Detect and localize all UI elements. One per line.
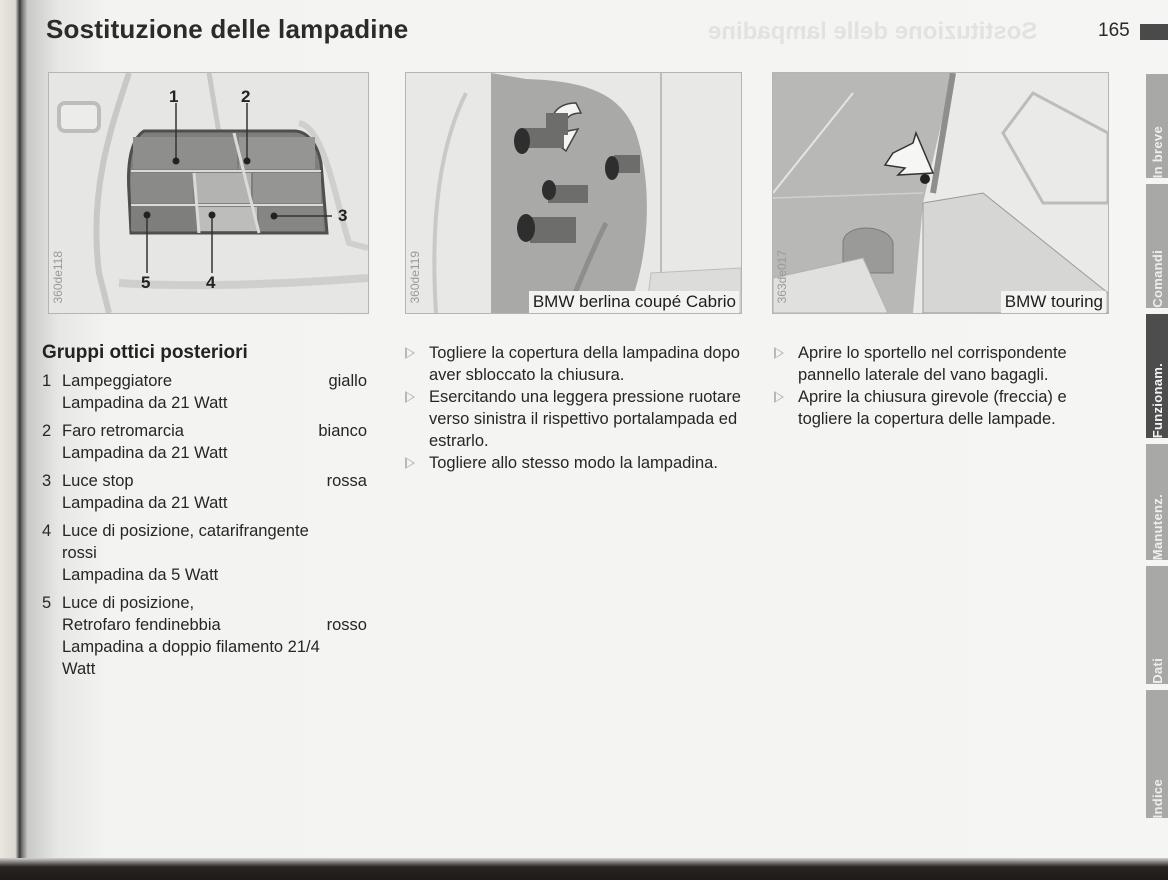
item-number: 4 <box>42 522 52 540</box>
item-bulb: Lampadina da 21 Watt <box>62 394 228 412</box>
item-number: 5 <box>42 594 52 612</box>
item-bulb: Lampadina da 21 Watt <box>62 494 228 512</box>
figure-bulb-holders-sedan <box>405 72 742 314</box>
show-through-title: Sostituzione delle lampadine <box>708 18 1038 45</box>
step-text: Aprire lo sportello nel corrispondente pannello laterale del vano bagagli. <box>798 344 1067 384</box>
page-number: 165 <box>1098 20 1130 41</box>
item-name-continued: rossi <box>62 544 97 562</box>
list-item <box>42 470 367 514</box>
callout-4: 4 <box>206 273 216 292</box>
page-number-bar <box>1140 24 1168 40</box>
list-item <box>42 420 367 464</box>
step-arrow-icon <box>774 391 784 403</box>
figure-caption: BMW berlina coupé Cabrio <box>529 291 739 313</box>
callout-2: 2 <box>241 87 251 106</box>
item-bulb: Lampadina da 5 Watt <box>62 566 219 584</box>
page-title: Sostituzione delle lampadine <box>46 14 409 44</box>
thumb-tab-dati[interactable]: Dati <box>1146 566 1168 684</box>
item-name: Lampeggiatore <box>62 372 173 390</box>
sedan-instructions <box>405 342 760 474</box>
thumb-tab-in-breve[interactable]: In breve <box>1146 74 1168 178</box>
thumb-tab-comandi[interactable]: Comandi <box>1146 184 1168 308</box>
figure-trunk-panel-touring <box>772 72 1109 314</box>
item-name-continued: Retrofaro fendinebbia <box>62 616 221 634</box>
book-spine <box>0 0 28 880</box>
rear-light-groups-section <box>42 342 367 686</box>
section-heading: Gruppi ottici posteriori <box>42 342 248 363</box>
item-bulb: Lampadina a doppio filamento 21/4 <box>62 638 320 656</box>
item-color: rossa <box>326 472 367 490</box>
instruction-step <box>774 386 1124 430</box>
instruction-step <box>774 342 1124 386</box>
item-name: Luce di posizione, <box>62 594 195 612</box>
item-number: 2 <box>42 422 52 440</box>
touring-instructions <box>774 342 1124 430</box>
step-text: Togliere allo stesso modo la lampadina. <box>429 454 718 472</box>
step-arrow-icon <box>405 457 415 469</box>
item-number: 1 <box>42 372 52 390</box>
item-color: bianco <box>318 422 367 440</box>
item-color: giallo <box>328 372 367 390</box>
list-item <box>42 370 367 414</box>
item-number: 3 <box>42 472 52 490</box>
page-bottom-shadow <box>0 858 1168 880</box>
instruction-step <box>405 452 760 474</box>
thumb-tab-indice[interactable]: Indice <box>1146 690 1168 818</box>
thumb-tab-manutenzione[interactable]: Manutenz. <box>1146 444 1168 560</box>
step-text: Esercitando una leggera pressione ruotare verso sinistra il rispettivo portalampada ed estrarlo. <box>429 388 741 450</box>
callout-3: 3 <box>338 206 348 225</box>
item-color: rosso <box>326 616 367 634</box>
list-item <box>42 520 367 586</box>
callout-1: 1 <box>169 87 179 106</box>
step-arrow-icon <box>405 347 415 359</box>
instruction-step <box>405 342 760 386</box>
step-arrow-icon <box>774 347 784 359</box>
figure-code: 360de119 <box>408 250 422 303</box>
instruction-step <box>405 386 760 452</box>
item-name: Luce stop <box>62 472 134 490</box>
trunk-panel-illustration <box>773 73 1108 313</box>
bulb-holder-illustration <box>406 73 741 313</box>
callout-5: 5 <box>141 273 151 292</box>
figure-rear-light-cluster <box>48 72 369 314</box>
thumb-tab-funzionamento[interactable]: Funzionam. <box>1146 314 1168 438</box>
figure-caption: BMW touring <box>1001 291 1106 313</box>
step-text: Togliere la copertura della lampadina dopo aver sbloccato la chiusura. <box>429 344 740 384</box>
step-arrow-icon <box>405 391 415 403</box>
list-item <box>42 592 367 680</box>
item-bulb-continued: Watt <box>62 660 96 678</box>
item-name: Luce di posizione, catarifrangente <box>62 522 309 540</box>
step-text: Aprire la chiusura girevole (freccia) e togliere la copertura delle lampade. <box>798 388 1067 428</box>
figure-code: 360de118 <box>51 250 65 303</box>
item-bulb: Lampadina da 21 Watt <box>62 444 228 462</box>
item-name: Faro retromarcia <box>62 422 184 440</box>
figure-code: 363de017 <box>775 249 789 303</box>
